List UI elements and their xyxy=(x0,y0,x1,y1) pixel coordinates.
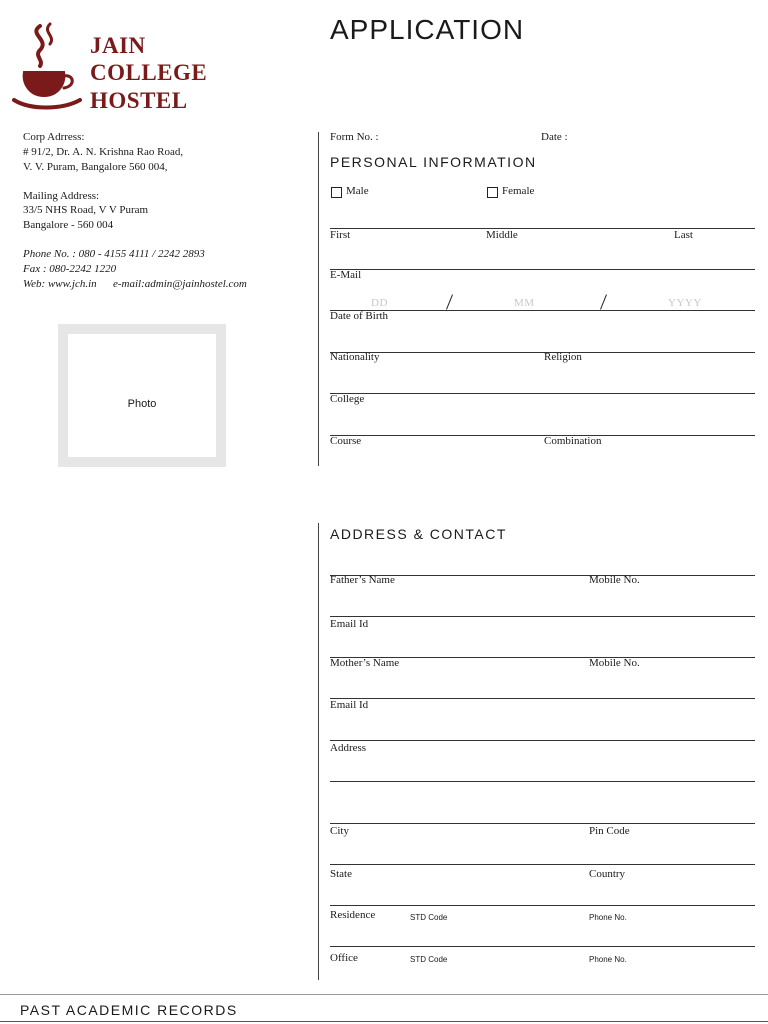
records-table-top xyxy=(0,1021,768,1022)
male-checkbox[interactable] xyxy=(331,187,342,198)
mailing-address-line2: Bangalore - 560 004 xyxy=(23,219,114,231)
first-name-label: First xyxy=(330,229,351,241)
college-field[interactable] xyxy=(330,393,755,394)
father-email-field[interactable] xyxy=(330,616,755,617)
residence-phone-field[interactable] xyxy=(330,946,755,947)
last-name-label: Last xyxy=(674,229,693,241)
course-combination-field[interactable] xyxy=(330,435,755,436)
phone-text: Phone No. : 080 - 4155 4111 / 2242 2893 xyxy=(23,248,205,260)
office-std-label: STD Code xyxy=(410,955,448,964)
city-label: City xyxy=(330,825,349,837)
male-label: Male xyxy=(346,185,369,197)
form-no-label: Form No. : xyxy=(330,131,379,143)
state-country-field[interactable] xyxy=(330,905,755,906)
course-label: Course xyxy=(330,435,362,447)
dob-label: Date of Birth xyxy=(330,310,389,322)
nationality-religion-field[interactable] xyxy=(330,352,755,353)
father-email-label: Email Id xyxy=(330,618,369,630)
office-phone-label: Phone No. xyxy=(589,955,627,964)
mailing-address-line1: 33/5 NHS Road, V V Puram xyxy=(23,204,149,216)
date-separator xyxy=(600,294,607,309)
father-mobile-label: Mobile No. xyxy=(589,574,640,586)
country-label: Country xyxy=(589,868,626,880)
dob-field[interactable] xyxy=(330,310,755,311)
dob-day-placeholder: DD xyxy=(371,297,388,309)
section-title-address: ADDRESS & CONTACT xyxy=(330,526,507,542)
mothers-name-label: Mother’s Name xyxy=(330,657,400,669)
logo-text-college: COLLEGE xyxy=(90,60,208,85)
address-field-line1[interactable] xyxy=(330,740,755,741)
middle-name-label: Middle xyxy=(486,229,518,241)
mother-mobile-label: Mobile No. xyxy=(589,657,640,669)
divider-vertical-top xyxy=(318,132,319,466)
section-title-personal: PERSONAL INFORMATION xyxy=(330,154,537,170)
date-label: Date : xyxy=(541,131,568,143)
dob-year-placeholder: YYYY xyxy=(668,297,702,309)
photo-label: Photo xyxy=(127,398,157,410)
corp-address-label: Corp Adrress: xyxy=(23,131,85,143)
pin-code-label: Pin Code xyxy=(589,825,630,837)
mother-email-label: Email Id xyxy=(330,699,369,711)
nationality-label: Nationality xyxy=(330,351,380,363)
residence-std-label: STD Code xyxy=(410,913,448,922)
address-field-line3[interactable] xyxy=(330,823,755,824)
photo-box xyxy=(58,324,226,467)
religion-label: Religion xyxy=(544,351,582,363)
combination-label: Combination xyxy=(544,435,602,447)
residence-label: Residence xyxy=(330,909,376,921)
email-label: E-Mail xyxy=(330,269,362,281)
coffee-cup-icon xyxy=(10,22,84,112)
email-text: e-mail:admin@jainhostel.com xyxy=(113,278,247,290)
divider-vertical-bottom xyxy=(318,523,319,980)
logo-text-hostel: HOSTEL xyxy=(90,88,188,113)
corp-address-line1: # 91/2, Dr. A. N. Krishna Rao Road, xyxy=(23,146,184,158)
female-label: Female xyxy=(502,185,535,197)
city-pin-field[interactable] xyxy=(330,864,755,865)
logo-text-jain: JAIN xyxy=(90,33,146,58)
fax-text: Fax : 080-2242 1220 xyxy=(23,263,117,275)
photo-area[interactable] xyxy=(68,334,216,457)
address-label: Address xyxy=(330,742,367,754)
email-field[interactable] xyxy=(330,269,755,270)
fathers-name-label: Father’s Name xyxy=(330,574,395,586)
web-text: Web: www.jch.in xyxy=(23,278,97,290)
dob-month-placeholder: MM xyxy=(514,297,535,309)
residence-phone-label: Phone No. xyxy=(589,913,627,922)
section-divider xyxy=(0,994,768,995)
date-separator xyxy=(446,294,453,309)
mother-email-field[interactable] xyxy=(330,698,755,699)
office-label: Office xyxy=(330,952,358,964)
section-title-past-records: PAST ACADEMIC RECORDS xyxy=(20,1002,238,1018)
college-label: College xyxy=(330,393,365,405)
state-label: State xyxy=(330,868,352,880)
page-title: APPLICATION xyxy=(330,14,525,45)
female-checkbox[interactable] xyxy=(487,187,498,198)
mailing-address-label: Mailing Address: xyxy=(23,190,100,202)
address-field-line2[interactable] xyxy=(330,781,755,782)
corp-address-line2: V. V. Puram, Bangalore 560 004, xyxy=(23,161,168,173)
